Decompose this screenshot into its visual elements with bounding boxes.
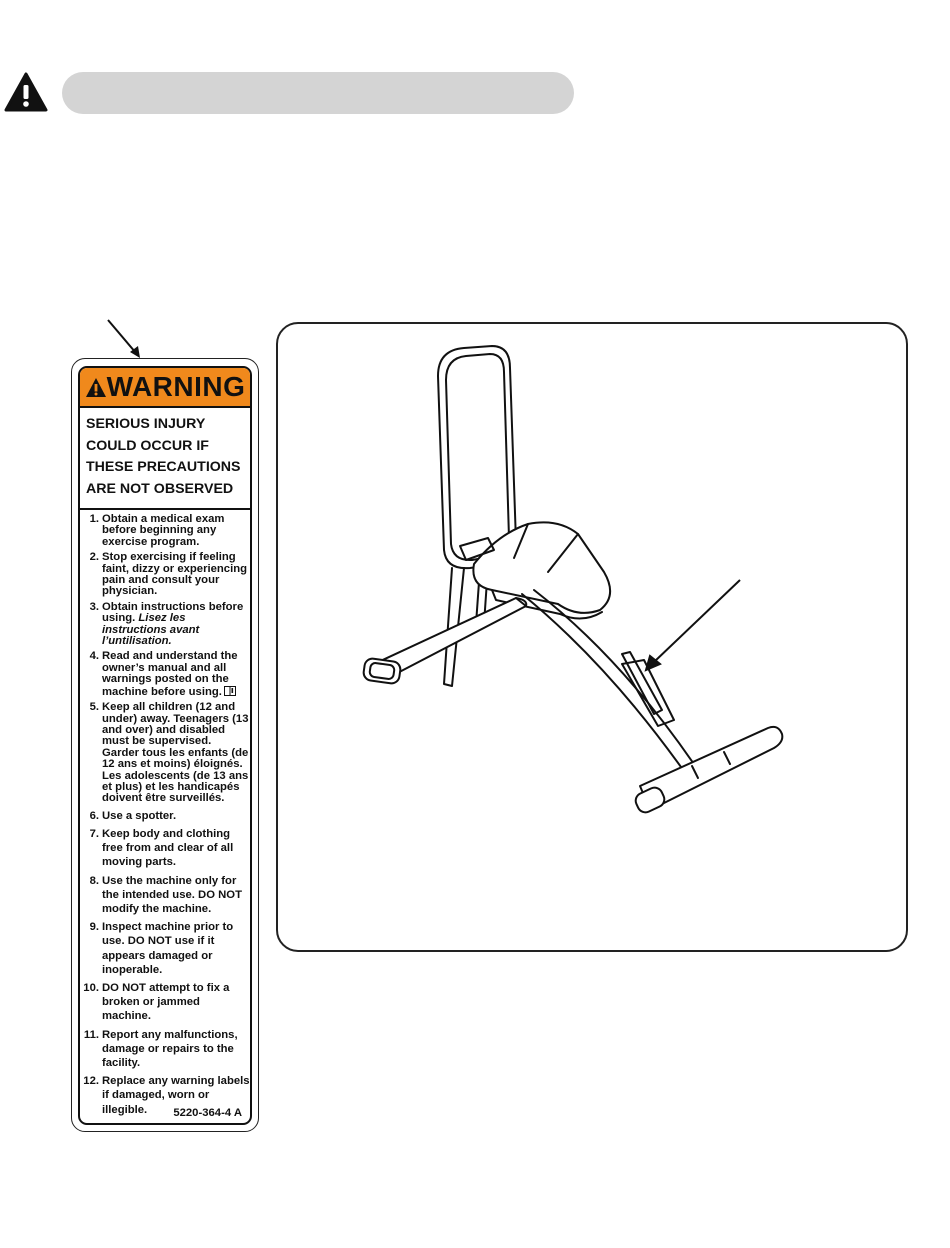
warning-triangle-icon	[4, 72, 48, 112]
warning-heading: WARNING	[106, 371, 246, 402]
list-item: 9. Inspect machine prior to use. DO NOT use if it appears damaged or inoperable.	[89, 921, 234, 976]
list-item: 3. Obtain instructions before using. Lisez les instructions avant l’untilisation.	[89, 600, 244, 648]
list-item: 12. Replace any warning labels if damaged, worn or illegible.	[83, 1075, 250, 1116]
warning-header	[80, 368, 250, 408]
list-item: 6. Use a spotter.	[89, 809, 177, 822]
warning-subheading	[80, 408, 250, 510]
subheading-line: ARE NOT OBSERVED	[86, 480, 234, 497]
french-instruction: Lisez les instructions avant l’untilisation.	[102, 612, 200, 648]
section-header-bar	[62, 72, 574, 114]
part-number: 5220-364-4 A	[173, 1107, 242, 1119]
list-item: 8. Use the machine only for the intended use. DO NOT modify the machine.	[89, 874, 242, 915]
list-item: 1. Obtain a medical exam before beginning any exercise program.	[89, 513, 225, 548]
precautions-list	[80, 510, 250, 1117]
warning-decal	[71, 358, 259, 1132]
label-location-arrow	[646, 580, 740, 670]
list-item: 4. Read and understand the owner’s manual and all warnings posted on the machine before using.	[89, 650, 238, 698]
utility-bench-illustration	[278, 324, 906, 950]
subheading-line: THESE PRECAUTIONS	[86, 459, 241, 475]
warning-decal-inner	[78, 366, 252, 1125]
subheading-line: COULD OCCUR IF	[86, 437, 209, 454]
list-item: 11. Report any malfunctions, damage or repairs to the facility.	[83, 1028, 238, 1069]
list-item: 2. Stop exercising if feeling faint, dizzy or experiencing pain and consult your physician.	[89, 551, 248, 598]
subheading-line: SERIOUS INJURY	[86, 416, 206, 432]
label-pointer-arrow	[104, 318, 144, 360]
warning-triangle-icon	[85, 377, 107, 398]
list-item: 10. DO NOT attempt to fix a broken or jammed machine.	[83, 981, 230, 1023]
manual-book-icon	[224, 686, 236, 696]
list-item: 7. Keep body and clothing free from and clear of all moving parts.	[89, 827, 234, 869]
list-item: 5. Keep all children (12 and under) away. Teenagers (13 and over) and disabled must be supervised. Garder tous les enfants (de 12 ans et moins) éloignés. Les adolescents (de 13 ans et plus) et les handicapés doivent être surveillés.	[89, 701, 249, 805]
figure-frame	[276, 322, 908, 952]
